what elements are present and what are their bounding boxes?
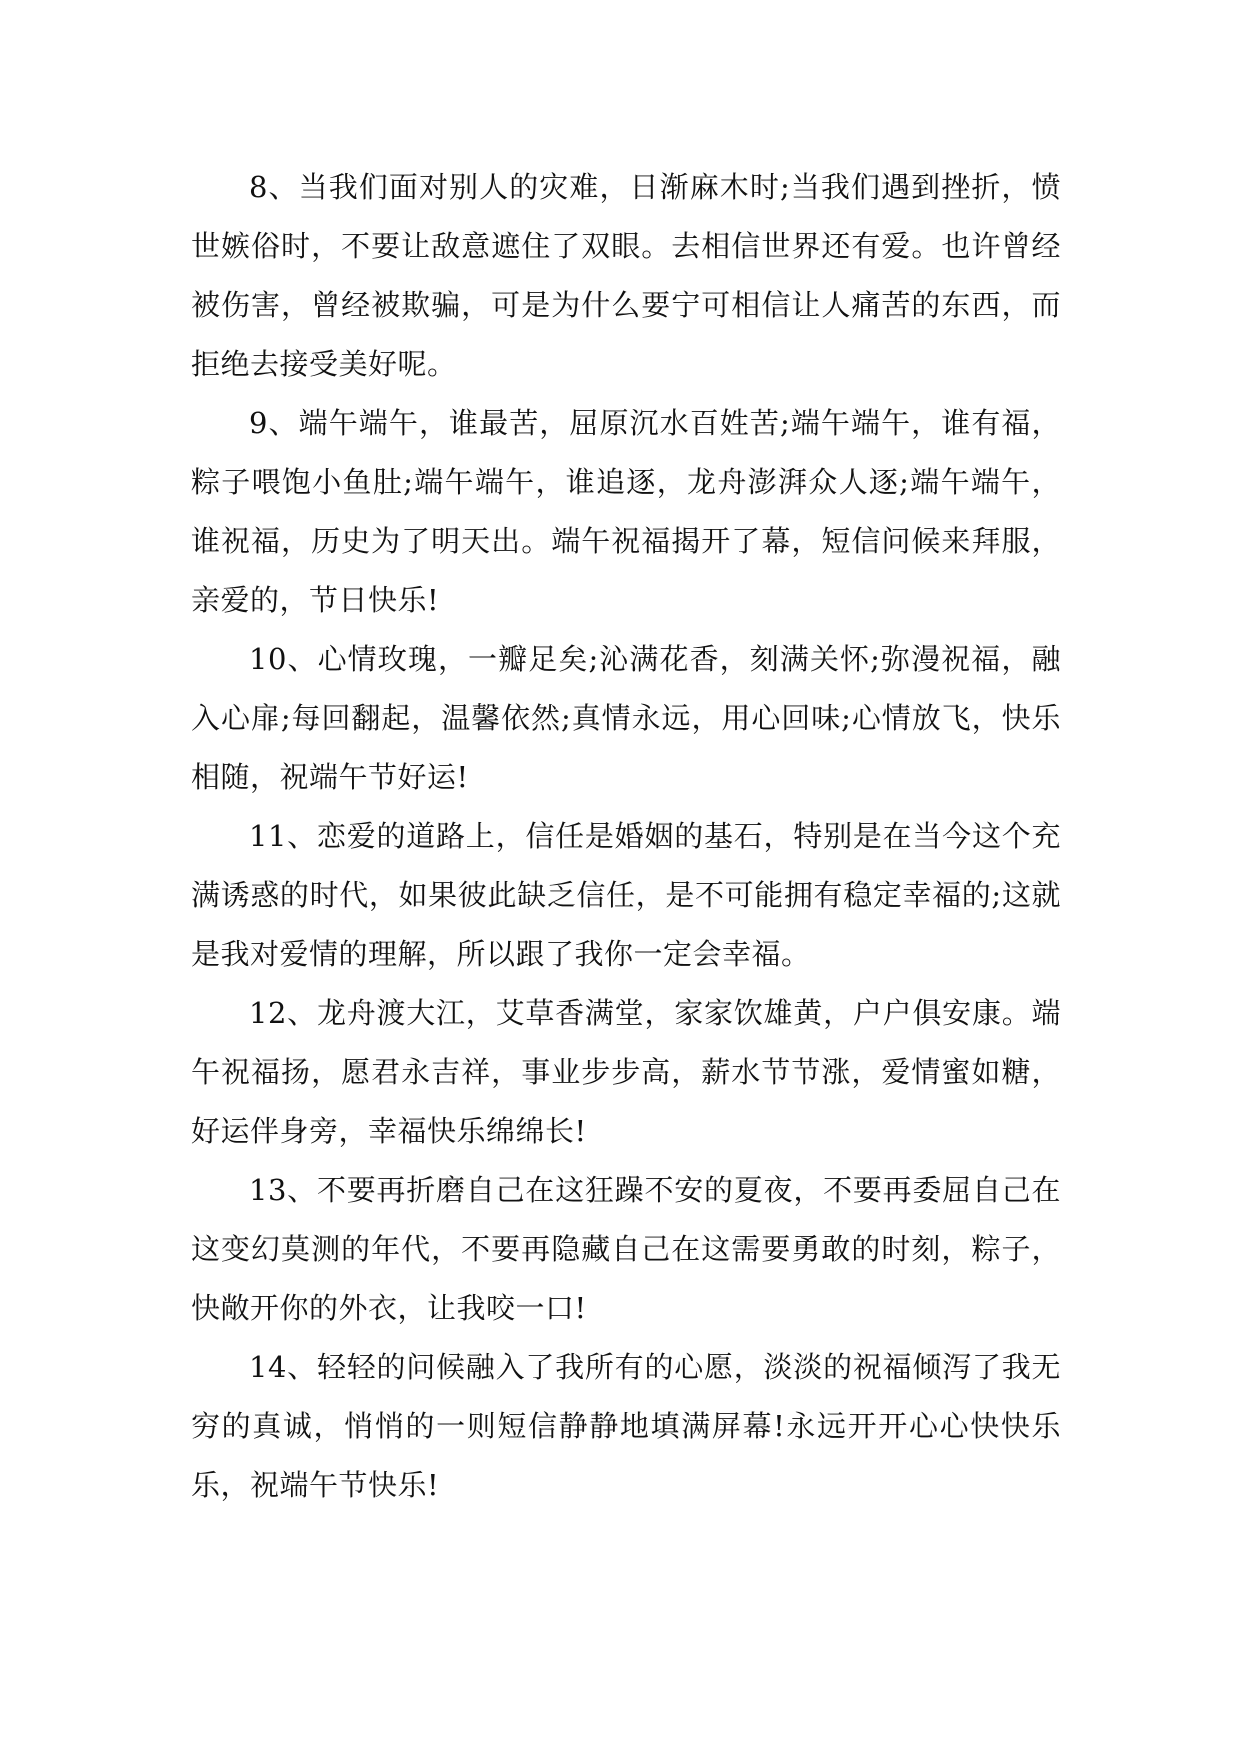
paragraph-8: 8、当我们面对别人的灾难，日渐麻木时;当我们遇到挫折，愤世嫉俗时，不要让敌意遮住了双眼。去相信世界还有爱。也许曾经被伤害，曾经被欺骗，可是为什么要宁可相信让人痛苦的东西，而拒绝去接受美好呢。 <box>191 170 1061 381</box>
paragraph-11: 11、恋爱的道路上，信任是婚姻的基石，特别是在当今这个充满诱惑的时代，如果彼此缺乏信任，是不可能拥有稳定幸福的;这就是我对爱情的理解，所以跟了我你一定会幸福。 <box>191 819 1061 971</box>
paragraph-12: 12、龙舟渡大江，艾草香满堂，家家饮雄黄，户户俱安康。端午祝福扬，愿君永吉祥，事业步步高，薪水节节涨，爱情蜜如糖，好运伴身旁，幸福快乐绵绵长! <box>191 996 1061 1148</box>
paragraph-9: 9、端午端午，谁最苦，屈原沉水百姓苦;端午端午，谁有福，粽子喂饱小鱼肚;端午端午，谁追逐，龙舟澎湃众人逐;端午端午，谁祝福，历史为了明天出。端午祝福揭开了幕，短信问候来拜服，亲爱的，节日快乐! <box>191 406 1061 617</box>
paragraph-13: 13、不要再折磨自己在这狂躁不安的夏夜，不要再委屈自己在这变幻莫测的年代，不要再隐藏自己在这需要勇敢的时刻，粽子，快敞开你的外衣，让我咬一口! <box>191 1173 1061 1325</box>
document-body <box>191 158 1061 1515</box>
paragraph-10: 10、心情玫瑰，一瓣足矣;沁满花香，刻满关怀;弥漫祝福，融入心扉;每回翻起，温馨依然;真情永远，用心回味;心情放飞，快乐相随，祝端午节好运! <box>191 642 1061 794</box>
paragraph-14: 14、轻轻的问候融入了我所有的心愿，淡淡的祝福倾泻了我无穷的真诚，悄悄的一则短信静静地填满屏幕!永远开开心心快快乐乐，祝端午节快乐! <box>191 1350 1061 1502</box>
